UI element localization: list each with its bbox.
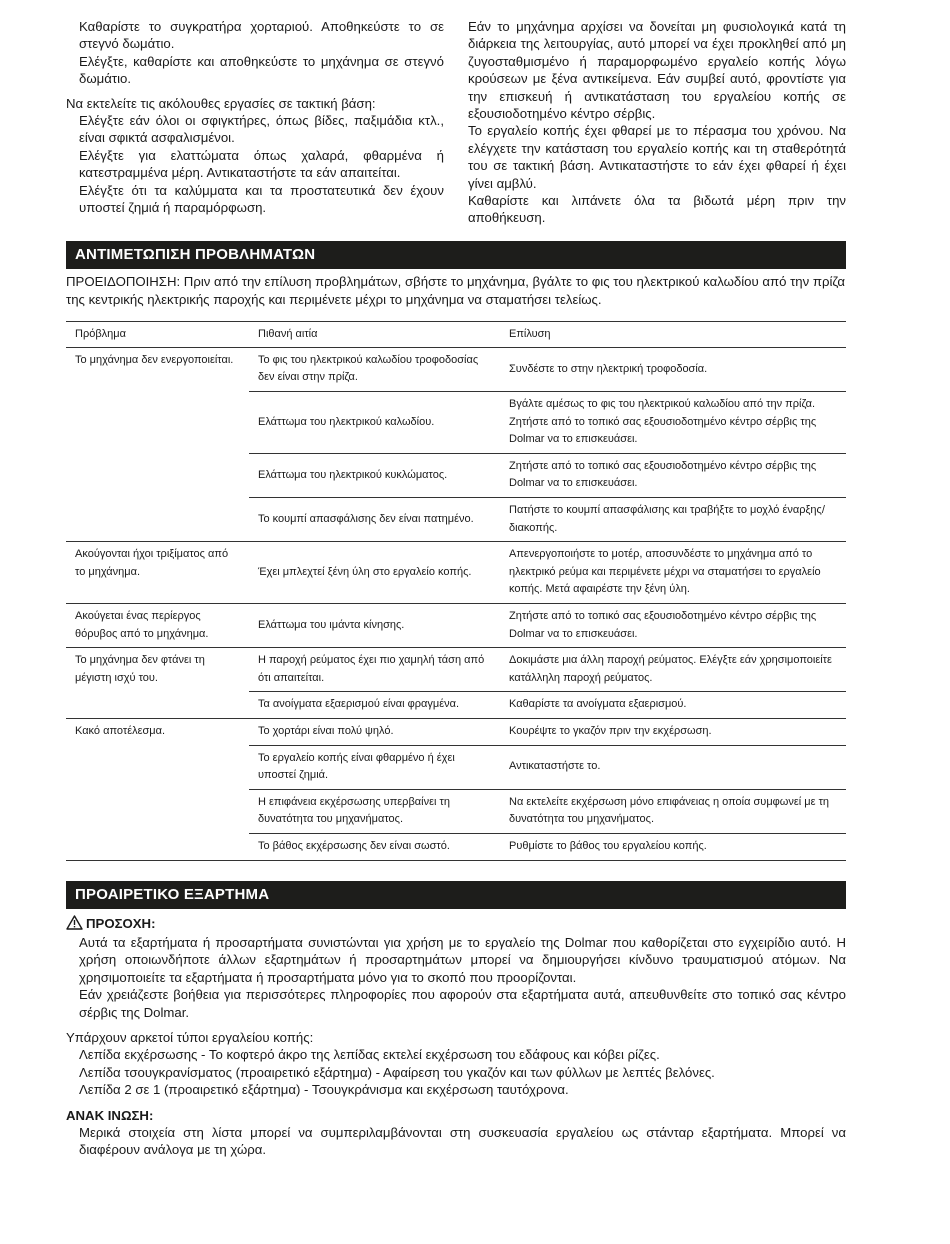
cause-cell: Η επιφάνεια εκχέρσωσης υπερβαίνει τη δυνατότητα του μηχανήματος. bbox=[249, 789, 500, 833]
caution-text: Εάν χρειάζεστε βοήθεια για περισσότερες πληροφορίες που αφορούν στα εξαρτήματα αυτά, απευθυνθείτε στο τοπικό σας κέντρο σέρβις της Dolmar. bbox=[79, 987, 846, 1020]
cause-cell: Τα ανοίγματα εξαερισμού είναι φραγμένα. bbox=[249, 692, 500, 719]
maintenance-paragraph: Ελέγξτε εάν όλοι οι σφιγκτήρες, όπως βίδες, παξιμάδια κτλ., είναι σφικτά ασφαλισμένοι. bbox=[79, 113, 444, 146]
problem-cell: Κακό αποτέλεσμα. bbox=[66, 718, 249, 860]
table-header-row bbox=[66, 321, 846, 347]
column-header: Πιθανή αιτία bbox=[249, 321, 500, 347]
cause-cell: Ελάττωμα του ηλεκτρικού κυκλώματος. bbox=[249, 453, 500, 497]
solution-cell: Να εκτελείτε εκχέρσωση μόνο επιφάνειας η οποία συμφωνεί με τη δυνατότητα του μηχανήματος. bbox=[500, 789, 846, 833]
warning-triangle-icon bbox=[66, 915, 83, 934]
cause-cell: Το χορτάρι είναι πολύ ψηλό. bbox=[249, 718, 500, 745]
note-text: Μερικά στοιχεία στη λίστα μπορεί να συμπεριλαμβάνονται στη συσκευασία εργαλείου ως στάνταρ εξαρτήματα. Μπορεί να διαφέρουν ανάλογα με τη χώρα. bbox=[79, 1125, 846, 1158]
problem-cell: Ακούγονται ήχοι τριξίματος από το μηχάνημα. bbox=[66, 542, 249, 604]
maintenance-paragraph: Καθαρίστε και λιπάνετε όλα τα βιδωτά μέρη πριν την αποθήκευση. bbox=[468, 193, 846, 226]
maintenance-paragraph: Ελέγξτε ότι τα καλύμματα και τα προστατευτικά δεν έχουν υποστεί ζημιά ή παραμόρφωση. bbox=[79, 182, 444, 216]
caution-text: Αυτά τα εξαρτήματα ή προσαρτήματα συνιστώνται για χρήση με το εργαλείο της Dolmar που καθορίζεται στο εγχειρίδιο αυτό. Η χρήση οποιωνδήποτε άλλων εξαρτημάτων ή προσαρτημάτων μπορεί να δημιουργήσει κίνδυνο τραυματισμού ατόμων. Να χρησιμοποιείτε τα εξαρτήματα ή προσαρτήματα μόνο για το σκοπό που προορίζονται. bbox=[79, 934, 846, 985]
solution-cell: Ρυθμίστε το βάθος του εργαλείου κοπής. bbox=[500, 833, 846, 860]
problem-cell: Ακούγεται ένας περίεργος θόρυβος από το μηχάνημα. bbox=[66, 604, 249, 648]
solution-cell: Κουρέψτε το γκαζόν πριν την εκχέρσωση. bbox=[500, 718, 846, 745]
solution-cell: Καθαρίστε τα ανοίγματα εξαερισμού. bbox=[500, 692, 846, 719]
cutting-tool-item: Λεπίδα 2 σε 1 (προαιρετικό εξάρτημα) - Τσουγκράνισμα και εκχέρσωση ταυτόχρονα. bbox=[79, 1082, 569, 1098]
table-row bbox=[66, 347, 846, 391]
note-title: ΑΝΑΚ ΙΝΩΣΗ: bbox=[66, 1107, 154, 1123]
maintenance-paragraph: Εάν το μηχάνημα αρχίσει να δονείται μη φυσιολογικά κατά τη διάρκεια της λειτουργίας, αυτό μπορεί να έχει προκληθεί από μη ζυγοσταθμισμένο ή παραμορφωμένο εργαλείο κοπής λόγω κρούσεων με ξένα αντικείμενα. Εάν συμβεί αυτό, φροντίστε για την επισκευή ή αντικατάσταση του εργαλείου κοπής σε εξουσιοδοτημένο κέντρο σέρβις. bbox=[468, 19, 846, 122]
column-header: Πρόβλημα bbox=[66, 321, 249, 347]
column-header: Επίλυση bbox=[500, 321, 846, 347]
maintenance-paragraph: Ελέγξτε, καθαρίστε και αποθηκεύστε το μηχάνημα σε στεγνό δωμάτιο. bbox=[79, 53, 444, 87]
table-row bbox=[66, 542, 846, 604]
solution-cell: Δοκιμάστε μια άλλη παροχή ρεύματος. Ελέγξτε εάν χρησιμοποιείτε κατάλληλη παροχή ρεύματος. bbox=[500, 648, 846, 692]
maintenance-columns bbox=[66, 18, 846, 227]
troubleshooting-warning: ΠΡΟΕΙΔΟΠΟΙΗΣΗ: Πριν από την επίλυση προβλημάτων, σβήστε το μηχάνημα, βγάλτε το φις του ηλεκτρικού καλωδίου από την πρίζα της κεντρικής ηλεκτρικής παροχής και περιμένετε μέχρι το μηχάνημα να σταματήσει τελείως. bbox=[66, 273, 845, 307]
cutting-tool-item: Λεπίδα εκχέρσωσης - Το κοφτερό άκρο της λεπίδας εκτελεί εκχέρσωση του εδάφους και κόβει ρίζες. bbox=[79, 1047, 660, 1063]
cause-cell: Ελάττωμα του ηλεκτρικού καλωδίου. bbox=[249, 392, 500, 454]
solution-cell: Αντικαταστήστε το. bbox=[500, 745, 846, 789]
cause-cell: Το κουμπί απασφάλισης δεν είναι πατημένο. bbox=[249, 498, 500, 542]
solution-cell: Ζητήστε από το τοπικό σας εξουσιοδοτημένο κέντρο σέρβις της Dolmar να το επισκευάσει. bbox=[500, 604, 846, 648]
solution-cell: Συνδέστε το στην ηλεκτρική τροφοδοσία. bbox=[500, 347, 846, 391]
maintenance-paragraph: Το εργαλείο κοπής έχει φθαρεί με το πέρασμα του χρόνου. Να ελέγχετε την κατάσταση του εργαλείο κοπής και τη σταθερότητά του σε τακτική βάση. Αντικαταστήστε το εάν έχει φθαρεί ή έχει γίνει αμβλύ. bbox=[468, 123, 846, 191]
cause-cell: Το εργαλείο κοπής είναι φθαρμένο ή έχει υποστεί ζημιά. bbox=[249, 745, 500, 789]
cutting-tools-intro: Υπάρχουν αρκετοί τύποι εργαλείου κοπής: bbox=[66, 1029, 314, 1045]
cutting-tool-item: Λεπίδα τσουγκρανίσματος (προαιρετικό εξάρτημα) - Αφαίρεση του γκαζόν και των φύλλων με λεπτές βελόνες. bbox=[79, 1064, 715, 1080]
problem-cell: Το μηχάνημα δεν φτάνει τη μέγιστη ισχύ του. bbox=[66, 648, 249, 719]
troubleshooting-heading: ΑΝΤΙΜΕΤΩΠΙΣΗ ΠΡΟΒΛΗΜΑΤΩΝ bbox=[66, 241, 846, 269]
page bbox=[66, 18, 846, 1159]
caution-title-line bbox=[66, 915, 846, 934]
caution-block bbox=[66, 915, 846, 1021]
cause-cell: Το φις του ηλεκτρικού καλωδίου τροφοδοσίας δεν είναι στην πρίζα. bbox=[249, 347, 500, 391]
cause-cell: Η παροχή ρεύματος έχει πιο χαμηλή τάση από ότι απαιτείται. bbox=[249, 648, 500, 692]
caution-title: ΠΡΟΣΟΧΗ: bbox=[86, 915, 156, 931]
table-row bbox=[66, 718, 846, 745]
table-row bbox=[66, 648, 846, 692]
solution-cell: Απενεργοποιήστε το μοτέρ, αποσυνδέστε το μηχάνημα από το ηλεκτρικό ρεύμα και περιμένετε μέχρι να σταματήσει το εργαλείο κοπής. Μετά αφαιρέστε την ξένη ύλη. bbox=[500, 542, 846, 604]
cause-cell: Το βάθος εκχέρσωσης δεν είναι σωστό. bbox=[249, 833, 500, 860]
maintenance-paragraph: Καθαρίστε το συγκρατήρα χορταριού. Αποθηκεύστε το σε στεγνό δωμάτιο. bbox=[79, 19, 444, 52]
solution-cell: Βγάλτε αμέσως το φις του ηλεκτρικού καλωδίου από την πρίζα. Ζητήστε από το τοπικό σας εξουσιοδοτημένο κέντρο σέρβις της Dolmar να το επισκευάσει. bbox=[500, 392, 846, 454]
maintenance-paragraph: Ελέγξτε για ελαττώματα όπως χαλαρά, φθαρμένα ή κατεστραμμένα μέρη. Αντικαταστήστε τα εάν απαιτείται. bbox=[79, 147, 444, 181]
maintenance-right-column bbox=[468, 18, 846, 227]
maintenance-left-column bbox=[66, 18, 444, 227]
cause-cell: Έχει μπλεχτεί ξένη ύλη στο εργαλείο κοπής. bbox=[249, 542, 500, 604]
troubleshooting-table bbox=[66, 321, 846, 861]
problem-cell: Το μηχάνημα δεν ενεργοποιείται. bbox=[66, 347, 249, 541]
accessory-heading: ΠΡΟΑΙΡΕΤΙΚΟ ΕΞΑΡΤΗΜΑ bbox=[66, 881, 846, 909]
solution-cell: Ζητήστε από το τοπικό σας εξουσιοδοτημένο κέντρο σέρβις της Dolmar να το επισκευάσει. bbox=[500, 453, 846, 497]
solution-cell: Πατήστε το κουμπί απασφάλισης και τραβήξτε το μοχλό έναρξης/διακοπής. bbox=[500, 498, 846, 542]
cause-cell: Ελάττωμα του ιμάντα κίνησης. bbox=[249, 604, 500, 648]
table-row bbox=[66, 604, 846, 648]
maintenance-paragraph: Να εκτελείτε τις ακόλουθες εργασίες σε τακτική βάση: bbox=[66, 95, 376, 111]
